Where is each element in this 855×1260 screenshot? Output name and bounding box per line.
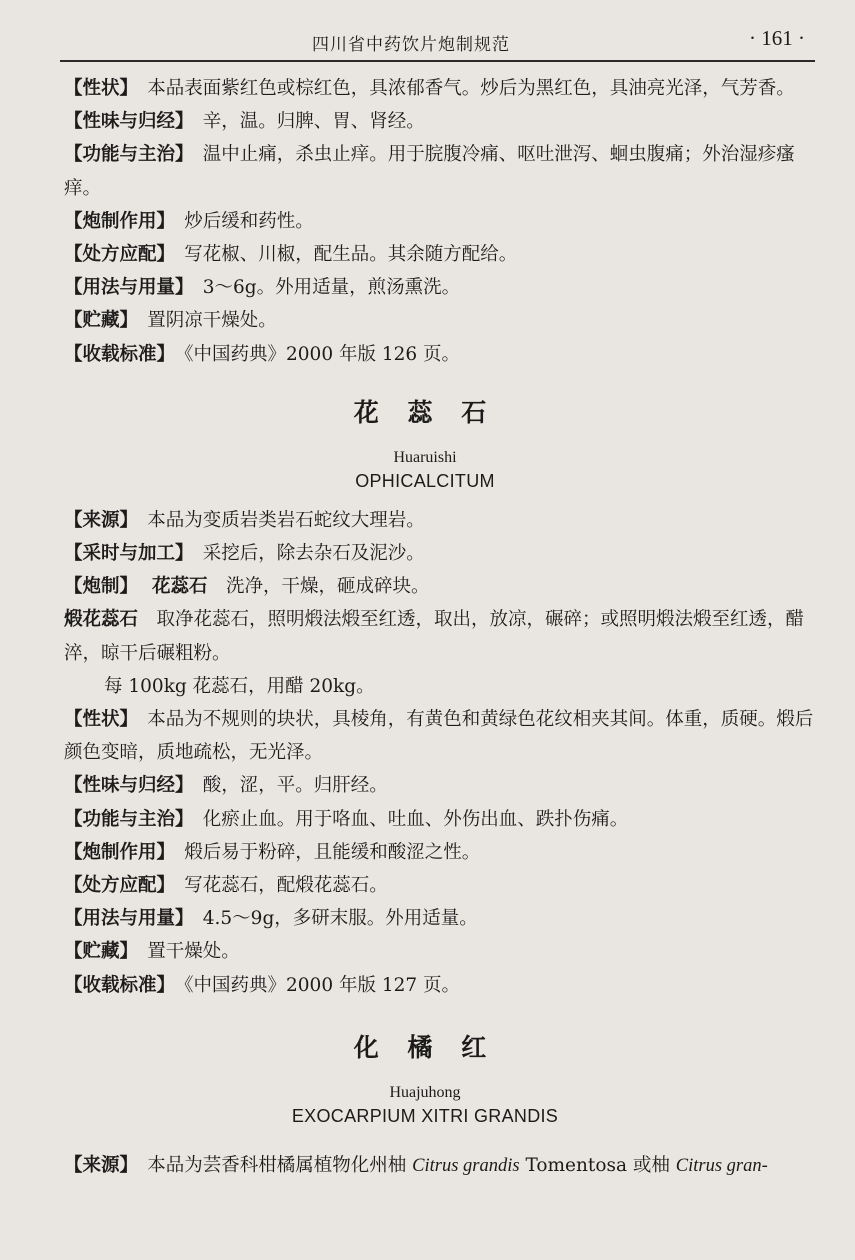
text-paozhi-zuoyong-2: 煅后易于粉碎，且能缓和酸涩之性。 <box>165 841 481 863</box>
entry-zhucang <box>40 304 810 337</box>
text-xingwei: 辛，温。归脾、胃、肾经。 <box>184 111 425 133</box>
entry-biaozhun-2 <box>40 969 810 1002</box>
label-yongfa: 【用法与用量】 <box>64 277 185 299</box>
label-paozhi-zuoyong: 【炮制作用】 <box>64 210 166 232</box>
text-laiyuan-3b: Tomentosa 或柚 <box>519 1154 676 1176</box>
text-chufang-2: 写花蕊石，配煅花蕊石。 <box>165 875 388 897</box>
entry-laiyuan-3 <box>40 1149 810 1183</box>
entry-paozhi <box>40 570 810 603</box>
label-gongneng: 【功能与主治】 <box>64 144 185 166</box>
latin-name-citrus-grandis: Citrus grandis <box>412 1155 520 1176</box>
label-biaozhun-2: 【收载标准】 <box>64 974 166 996</box>
monograph-title-huajuhong: 化 橘 红 <box>353 1032 497 1062</box>
text-paozhi: 洗净，干燥，砸成碎块。 <box>207 576 430 598</box>
monograph-latin-huajuhong: EXOCARPIUM XITRI GRANDIS <box>291 1105 559 1126</box>
label-yongfa-2: 【用法与用量】 <box>64 908 185 930</box>
entry-chufang-2 <box>40 869 810 902</box>
monograph-pinyin-huaruishi: Huaruishi <box>393 448 457 466</box>
label-paozhi: 【炮制】 <box>64 576 139 598</box>
text-xingwei-2: 酸，涩，平。归肝经。 <box>184 775 388 797</box>
text-zhucang: 置阴凉干燥处。 <box>128 310 277 332</box>
page-body <box>40 72 814 1183</box>
entry-xingwei <box>40 105 810 138</box>
entry-yongfa-2 <box>40 902 810 935</box>
label-xingzhuang-2: 【性状】 <box>64 709 129 731</box>
entry-chufang <box>40 238 810 271</box>
entry-laiyuan <box>40 504 810 537</box>
entry-biaozhun <box>40 338 810 371</box>
entry-caishi <box>40 537 810 570</box>
text-gongneng: 温中止痛，杀虫止痒。用于脘腹冷痛、呕吐泄泻、蛔虫腹痛；外治湿疹瘙痒。 <box>64 144 795 199</box>
term-huaruishi: 花蕊石 <box>152 576 208 598</box>
entry-yongfa <box>40 271 810 304</box>
label-biaozhun: 【收载标准】 <box>64 343 166 365</box>
label-caishi: 【采时与加工】 <box>64 543 185 565</box>
text-laiyuan-3a: 本品为芸香科柑橘属植物化州柚 <box>128 1154 413 1176</box>
monograph-latin-huaruishi: OPHICALCITUM <box>355 470 495 491</box>
text-biaozhun: 《中国药典》2000 年版 126 页。 <box>165 343 461 365</box>
entry-zhucang-2 <box>40 935 810 968</box>
entry-xingwei-2 <box>40 769 810 802</box>
latin-name-citrus-gran: Citrus gran- <box>675 1155 768 1176</box>
label-xingwei: 【性味与归经】 <box>64 111 185 133</box>
text-chufang: 写花椒、川椒，配生品。其余随方配给。 <box>165 244 518 266</box>
text-xingzhuang: 本品表面紫红色或棕红色，具浓郁香气。炒后为黑红色，具油亮光泽，气芳香。 <box>128 78 795 99</box>
monograph-title-huaruishi: 花 蕊 石 <box>353 397 497 427</box>
header-title: 四川省中药饮片炮制规范 <box>312 35 510 55</box>
label-chufang-2: 【处方应配】 <box>64 875 166 897</box>
term-duan-huaruishi: 煅花蕊石 <box>64 609 139 631</box>
entry-duan <box>40 603 816 669</box>
entry-xingzhuang <box>40 72 814 105</box>
entry-gongneng <box>40 138 810 204</box>
label-chufang: 【处方应配】 <box>64 244 166 266</box>
entry-duan-ratio: 每 100kg 花蕊石，用醋 20kg。 <box>104 675 375 697</box>
text-zhucang-2: 置干燥处。 <box>128 941 240 963</box>
label-laiyuan: 【来源】 <box>64 509 129 531</box>
text-yongfa-2: 4.5～9g，多研末服。外用适量。 <box>184 908 478 930</box>
label-zhucang-2: 【贮藏】 <box>64 941 129 963</box>
text-paozhi-zuoyong: 炒后缓和药性。 <box>165 210 314 232</box>
text-yongfa: 3～6g。外用适量，煎汤熏洗。 <box>184 277 461 299</box>
text-xingzhuang-2: 本品为不规则的块状，具棱角，有黄色和黄绿色花纹相夹其间。体重，质硬。煅后颜色变暗，质地疏松，无光泽。 <box>64 709 814 764</box>
label-gongneng-2: 【功能与主治】 <box>64 808 185 830</box>
text-duan: 取净花蕊石，照明煅法煅至红透，取出，放凉，碾碎；或照明煅法煅至红透，醋淬，晾干后碾粗粉。 <box>64 609 805 664</box>
label-zhucang: 【贮藏】 <box>64 310 129 332</box>
entry-paozhi-zuoyong-2 <box>40 836 810 869</box>
text-laiyuan: 本品为变质岩类岩石蛇纹大理岩。 <box>128 509 425 531</box>
running-header <box>60 16 815 62</box>
page-number: · 161 · <box>749 26 805 50</box>
text-biaozhun-2: 《中国药典》2000 年版 127 页。 <box>165 974 461 996</box>
monograph-pinyin-huajuhong: Huajuhong <box>389 1083 461 1101</box>
label-paozhi-zuoyong-2: 【炮制作用】 <box>64 841 166 863</box>
text-caishi: 采挖后，除去杂石及泥沙。 <box>184 543 425 565</box>
label-xingzhuang: 【性状】 <box>64 78 129 99</box>
label-laiyuan-3: 【来源】 <box>64 1154 129 1176</box>
label-xingwei-2: 【性味与归经】 <box>64 775 185 797</box>
entry-xingzhuang-2 <box>40 703 816 769</box>
entry-gongneng-2 <box>40 803 810 836</box>
text-gongneng-2: 化瘀止血。用于咯血、吐血、外伤出血、跌扑伤痛。 <box>184 808 629 830</box>
entry-paozhi-zuoyong <box>40 205 810 238</box>
